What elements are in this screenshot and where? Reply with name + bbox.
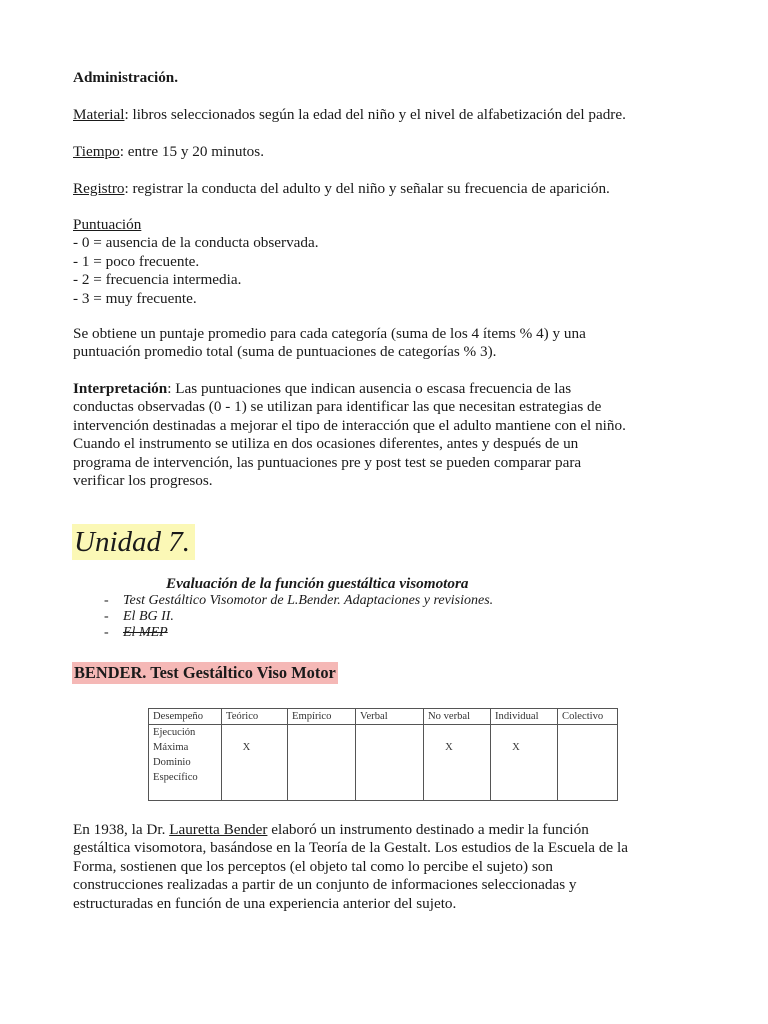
table-header-cell: Verbal — [356, 709, 424, 725]
puntuacion-item: - 3 = muy frecuente. — [73, 289, 197, 307]
history-first-line — [73, 821, 628, 839]
interpretacion-text: : Las puntuaciones que indican ausencia o escasa frecuencia de las — [167, 380, 572, 397]
desempeno-cell: Ejecución Máxima Dominio Específico — [149, 725, 222, 801]
unit-title: Unidad 7. — [72, 524, 195, 560]
history-line: estructuradas en función de una experiencia anterior del sujeto. — [73, 894, 457, 912]
dash-bullet-icon: - — [104, 593, 109, 608]
puntuacion-block — [73, 216, 319, 308]
history-line: Forma, sostienen que los perceptos (el objeto tal como lo percibe el sujeto) son — [73, 857, 553, 875]
table-cell — [288, 725, 356, 801]
table-cell: X — [222, 725, 288, 801]
tiempo-label: Tiempo — [73, 143, 120, 160]
table-cell: X — [424, 725, 491, 801]
interpretacion-label: Interpretación — [73, 380, 168, 397]
tiempo-paragraph — [73, 143, 264, 161]
registro-label: Registro — [73, 180, 125, 197]
history-line: construcciones realizadas a partir de un conjunto de informaciones seleccionadas y — [73, 876, 577, 894]
promedio-paragraph — [73, 325, 586, 362]
table-row — [149, 725, 618, 801]
list-item — [104, 625, 493, 641]
dash-bullet-icon: - — [104, 608, 109, 624]
table-header-row — [149, 709, 618, 725]
lauretta-bender-link[interactable]: Lauretta Bender — [169, 821, 268, 838]
table-header-cell: Colectivo — [558, 709, 618, 725]
history-paragraph — [73, 821, 628, 913]
interpretacion-line: conductas observadas (0 - 1) se utilizan para identificar las que necesitan estrategias de — [73, 398, 602, 416]
table-cell — [356, 725, 424, 801]
registro-paragraph — [73, 180, 610, 198]
interpretacion-line: verificar los progresos. — [73, 472, 213, 490]
dash-bullet-icon: - — [104, 624, 109, 640]
history-line: gestáltica visomotora, basándose en la Teoría de la Gestalt. Los estudios de la Escuela de la — [73, 839, 628, 857]
material-paragraph — [73, 106, 626, 124]
table-cell: X — [491, 725, 558, 801]
puntuacion-item: - 2 = frecuencia intermedia. — [73, 271, 242, 289]
material-text: : libros seleccionados según la edad del niño y el nivel de alfabetización del padre. — [124, 106, 626, 123]
bender-heading: BENDER. Test Gestáltico Viso Motor — [74, 663, 336, 682]
list-item-text: Test Gestáltico Visomotor de L.Bender. Adaptaciones y revisiones. — [123, 593, 494, 608]
table-header-cell: Teórico — [222, 709, 288, 725]
interpretacion-line: programa de intervención, las puntuaciones pre y post test se pueden comparar para — [73, 453, 582, 471]
unit-subtitle: Evaluación de la función guestáltica visomotora — [166, 575, 469, 592]
table-header-cell: Desempeño — [149, 709, 222, 725]
interpretacion-line: Cuando el instrumento se utiliza en dos ocasiones diferentes, antes y después de un — [73, 435, 579, 453]
history-text: En 1938, la Dr. — [73, 821, 170, 838]
tiempo-text: : entre 15 y 20 minutos. — [119, 143, 264, 160]
puntuacion-item: - 0 = ausencia de la conducta observada. — [73, 234, 319, 252]
table-header-cell: No verbal — [424, 709, 491, 725]
puntuacion-item: - 1 = poco frecuente. — [73, 252, 200, 270]
promedio-line: Se obtiene un puntaje promedio para cada categoría (suma de los 4 ítems % 4) y una — [73, 325, 586, 342]
puntuacion-label: Puntuación — [73, 216, 142, 233]
table-header-cell: Empírico — [288, 709, 356, 725]
table-cell — [558, 725, 618, 801]
list-item-text-struck: El MEP — [123, 624, 168, 640]
evaluation-table — [148, 708, 618, 801]
list-item — [104, 609, 493, 625]
registro-text: : registrar la conducta del adulto y del niño y señalar su frecuencia de aparición. — [124, 180, 610, 197]
list-item — [104, 593, 493, 609]
administration-heading: Administración. — [73, 69, 179, 86]
table-header-cell: Individual — [491, 709, 558, 725]
list-item-text: El BG II. — [123, 608, 174, 624]
material-label: Material — [73, 106, 125, 123]
history-text: elaboró un instrumento destinado a medir la función — [267, 821, 589, 838]
interpretacion-paragraph — [73, 380, 626, 490]
promedio-line: puntuación promedio total (suma de puntuaciones de categorías % 3). — [73, 343, 497, 361]
interpretacion-line: intervención destinadas a mejorar el tipo de interacción que el adulto mantiene con el niño. — [73, 416, 626, 434]
interpretacion-first-line — [73, 380, 626, 398]
unit-items-list — [104, 593, 493, 640]
